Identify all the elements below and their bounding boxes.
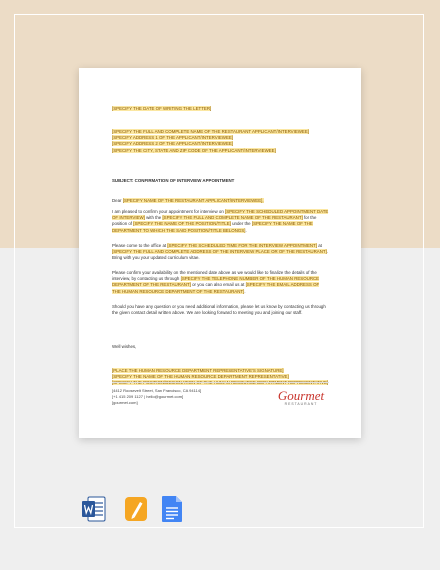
text: Please come to the office at [112, 243, 168, 248]
text: . [245, 227, 247, 233]
date-line [112, 106, 329, 112]
text: Please confirm your availability on the mentioned date above as we would like to finalize the details of the interview, by contacting us through [112, 270, 317, 282]
salutation-prefix: Dear [112, 198, 123, 203]
footer-contact [112, 388, 201, 406]
paragraph-confirm [112, 270, 329, 295]
logo-subtitle: RESTAURANT [284, 402, 318, 406]
footer-contact-line: [+1 415 209 1127 | hello@gourmet.com] [112, 394, 184, 399]
closing: Well wishes, [112, 344, 137, 349]
footer-divider [112, 382, 329, 383]
document-page [79, 68, 361, 438]
salutation [112, 198, 329, 204]
placeholder: [SPECIFY THE TELEPHONE NUMBER OF THE HUMAN RESOURCE DEPARTMENT OF THE RESTAURANT] [112, 276, 320, 288]
address-line: [SPECIFY THE CITY, STATE AND ZIP CODE OF THE APPLICANT/INTERVIEWEE] [112, 147, 276, 153]
text: . Bring with you your updated curriculum vitae. [112, 249, 329, 261]
text: I am pleased to confirm your appointment for interview on [112, 209, 225, 214]
google-docs-icon[interactable] [160, 495, 184, 523]
word-icon[interactable] [82, 495, 106, 523]
footer-website: [gourmet.com] [112, 400, 138, 405]
signature-line: [PLACE THE HUMAN RESOURCE DEPARTMENT REPRESENTATIVE'S SIGNATURE] [112, 368, 284, 373]
signature-line: [SPECIFY THE NAME OF THE HUMAN RESOURCE DEPARTMENT REPRESENTATIVE] [112, 374, 289, 380]
address-line: [SPECIFY ADDRESS 1 OF THE APPLICANT/INTERVIEWEE] [112, 135, 234, 141]
text: . [244, 288, 246, 294]
text: or you can also email us at [190, 282, 246, 288]
placeholder: [SPECIFY THE NAME OF THE DEPARTMENT TO WHICH THE SAID POSITION/TITLE BELONGS] [112, 221, 313, 233]
placeholder: [SPECIFY THE NAME OF THE POSITION/TITLE] [133, 221, 231, 227]
placeholder: [SPECIFY THE FULL AND COMPLETE ADDRESS OF THE INTERVIEW PLACE OR OF THE RESTAURANT] [112, 249, 327, 255]
text: for the position of [112, 215, 317, 227]
salutation-name: [SPECIFY NAME OF THE RESTAURANT APPLICANT/INTERVIEWEE], [122, 198, 264, 203]
placeholder: [SPECIFY THE EMAIL ADDRESS OF THE HUMAN RESOURCE DEPARTMENT OF THE RESTAURANT] [112, 282, 320, 294]
format-icons [82, 495, 192, 523]
address-line: [SPECIFY ADDRESS 2 OF THE APPLICANT/INTERVIEWEE] [112, 141, 234, 147]
signature-block [112, 368, 329, 387]
placeholder: [SPECIFY THE SCHEDULED TIME FOR THE INTERVIEW APPOINTMENT] [167, 243, 317, 248]
logo-name: Gourmet [277, 388, 325, 403]
text: under the [230, 221, 252, 227]
placeholder: [SPECIFY THE SCHEDULED APPOINTMENT DATE OF INTERVIEW] [112, 209, 329, 221]
paragraph-location [112, 243, 329, 262]
paragraph-appointment [112, 209, 329, 234]
paragraph-questions: Should you have any question or you need additional information, please let us know by contacting us through the given contact detail written above. We are looking forward to meeting you and joining our staff. [112, 304, 326, 316]
address-line: [SPECIFY THE FULL AND COMPLETE NAME OF THE RESTAURANT APPLICANT/INTERVIEWEE] [112, 129, 309, 134]
text: at [316, 243, 322, 248]
subject-line: SUBJECT: CONFIRMATION OF INTERVIEW APPOINTMENT [112, 178, 235, 183]
text: with the [144, 215, 163, 221]
recipient-address [112, 129, 329, 154]
gourmet-logo [271, 389, 331, 406]
placeholder: [SPECIFY THE FULL AND COMPLETE NAME OF THE RESTAURANT] [162, 215, 303, 221]
pages-icon[interactable] [124, 495, 148, 523]
date-placeholder: [SPECIFY THE DATE OF WRITING THE LETTER] [112, 106, 212, 111]
footer-address: [4412 Roosevelt Street, San Francisco, CA 94114] [112, 388, 202, 393]
